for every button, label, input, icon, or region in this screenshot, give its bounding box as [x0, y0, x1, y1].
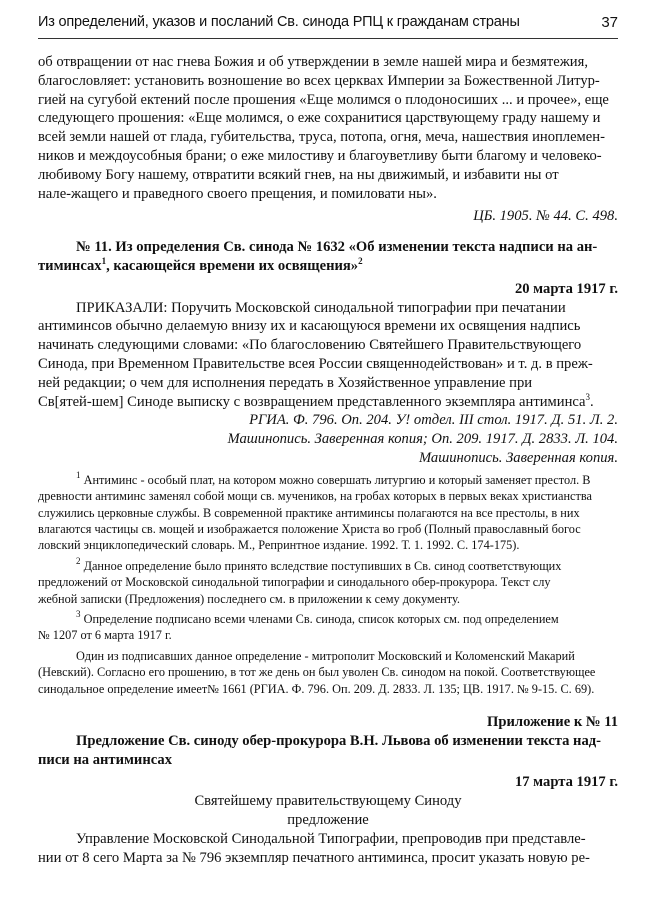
footnote-3	[38, 608, 618, 627]
text-line: Управление Московской Синодальной Типографии, препроводив при представле-	[76, 830, 586, 847]
page-number: 37	[601, 14, 618, 31]
archive-ref: Машинопись. Заверенная копия; Оп. 209. 1917. Д. 2833. Л. 104.	[227, 431, 618, 448]
intro-text	[38, 53, 618, 226]
text-line: ПРИКАЗАЛИ: Поручить Московской синодальной типографии при печатании	[76, 299, 566, 316]
archive-ref: РГИА. Ф. 796. Оп. 204. У! отдел. III стол. 1917. Д. 51. Л. 2.	[249, 412, 618, 429]
footnote-line: древности антиминс заменял собой мощи св. мучеников, на гробах которых в первых веках христианства	[38, 489, 592, 504]
footnote-number: 3	[76, 608, 81, 619]
document-heading: № 11. Из определения Св. синода № 1632 «Об изменении текста надписи на ан-	[76, 239, 598, 256]
text-line: любивому Богу нашему, отвратити всякий гнев, на ны движимый, и избавити ны от	[38, 166, 559, 183]
footnote-line: влагаются частицы св. мощей и изображается положение Христа во гроб (Полный православный богос	[38, 521, 581, 536]
heading-text: тиминсах	[38, 257, 102, 274]
appendix-date: 17 марта 1917 г.	[514, 774, 618, 791]
text-line: Св[ятей-шем] Синоде выписку с возвращением представленного экземпляра антиминса$^3$.	[38, 391, 594, 410]
appendix-11	[38, 713, 618, 867]
text-line: начинать следующими словами: «По благословению Святейшего Правительствующего	[38, 337, 582, 354]
running-header-title: Из определений, указов и посланий Св. синода РПЦ к гражданам страны	[38, 14, 520, 30]
appendix-label: Приложение к № 11	[487, 714, 618, 731]
footnote-line: № 1207 от 6 марта 1917 г.	[38, 628, 172, 643]
footnote-number: 2	[76, 555, 81, 566]
source-citation: ЦБ. 1905. № 44. С. 498.	[473, 208, 618, 225]
footnote-text: Антиминс - особый плат, на котором можно совершать литургию и который заменяет престол. В	[80, 472, 591, 487]
text-line: нии от 8 сего Марта за № 796 экземпляр печатного антиминса, просит указать новую ре-	[38, 849, 590, 866]
text-line: антиминсов обычно делаемую внизу их и касающуюся времени их освящения надпись	[38, 318, 581, 335]
footnote-line: Один из подписавших данное определение - митрополит Московский и Коломенский Макарий	[76, 648, 575, 663]
footnote-text: Определение подписано всеми членами Св. синода, список которых см. под определением	[80, 611, 559, 626]
footnote-line: синодальное определение имеет№ 1661 (РГИА. Ф. 796. Оп. 209. Д. 2833. Л. 135; ЦВ. 1917. № 9-15. С. 69).	[38, 681, 595, 696]
footnote-line: жебной записки (Предложения) последнего см. в приложении к сему документу.	[38, 591, 460, 606]
text-line: об отвращении от нас гнева Божия и об утверждении в земле нашей мира и безмятежия,	[38, 54, 588, 70]
text-line: всей земли нашей от глада, губительства, труса, потопа, огня, меча, нашествия иноплемен-	[38, 129, 605, 146]
footnotes	[38, 469, 618, 697]
archive-ref: Машинопись. Заверенная копия.	[418, 449, 618, 466]
footnote-line: предложений от Московской синодальной типографии и синодального обер-прокурора. Текст слу	[38, 575, 551, 590]
appendix-title-cont: писи на антиминсах	[38, 751, 172, 768]
appendix-title: Предложение Св. синоду обер-прокурора В.Н. Львова об изменении текста над-	[76, 732, 601, 749]
text-line: гией на сугубой ектений после прошения «Еще молимся о плодоносиших ... и прочее», еще	[38, 91, 609, 108]
footnote-line: служились церковные службы. В современной практике антиминсы полагаются на все престолы, в них	[38, 505, 580, 520]
footnote-ref: 2	[358, 255, 363, 266]
footnote-2	[38, 555, 618, 574]
footnote-ref: 1	[101, 255, 107, 266]
text-line: благословляет: установить возношение во всех церквах Империи за Божественной Литур-	[38, 72, 600, 89]
document-11	[38, 238, 618, 468]
footnote-line: (Невский). Согласно его прошению, в тот же день он был уволен Св. синодом на покой. Соответствующее	[38, 665, 596, 680]
footnote-ref: 3	[585, 391, 591, 402]
footnote-number: 1	[76, 469, 81, 480]
doc-type: предложение	[287, 812, 369, 828]
text-span: Св[ятей-шем] Синоде выписку с возвращением представленного экземпляра антиминса	[38, 393, 586, 410]
running-header	[38, 14, 618, 39]
document-date: 20 марта 1917 г.	[514, 280, 618, 297]
footnote-1	[38, 469, 618, 488]
text-line: ней редакции; о чем для исполнения передать в Хозяйственное управление при	[38, 374, 533, 391]
text-line: нале-жащего и праведного своего прещения, и помиловати ны».	[38, 185, 437, 202]
document-heading-cont	[38, 257, 618, 276]
heading-text: , касающейся времени их освящения»	[106, 257, 359, 274]
footnote-line: ловский энциклопедический словарь. М., Репринтное издание. 1992. Т. 1. 1992. С. 174-175).	[38, 538, 520, 553]
text-line: ников и междоусобныя брани; о еже милостиву и благоуветливу быти благому и человеко-	[38, 147, 602, 164]
text-line: Синода, при Временном Правительстве всея России священнодействован» и т. д. в преж-	[38, 355, 593, 372]
addressee: Святейшему правительствующему Синоду	[194, 793, 462, 810]
text-line: следующего прошения: «Еще молимся, о еже сохранитися царствующему граду нашему и	[38, 110, 601, 127]
footnote-text: Данное определение было принято вследствие поступивших в Св. синод соответствующих	[80, 558, 562, 573]
